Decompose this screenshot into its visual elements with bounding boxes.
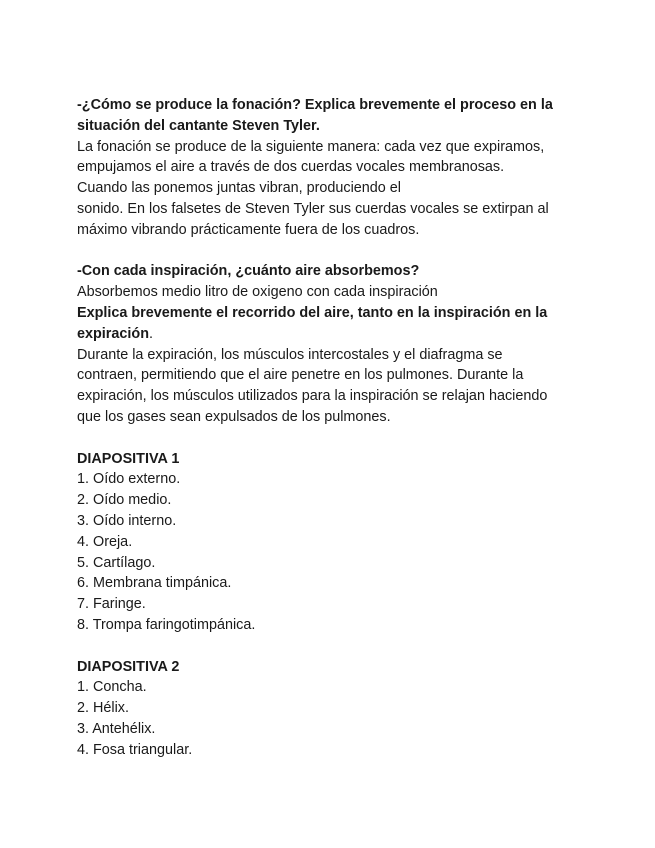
fonacion-question-line: situación del cantante Steven Tyler. — [77, 117, 320, 134]
paragraph-gap — [77, 428, 597, 449]
list-item: 4. Fosa triangular. — [77, 741, 193, 758]
diapositiva-2-section — [77, 657, 597, 761]
diapositiva-1-section — [77, 449, 597, 636]
diapositiva-2-heading: DIAPOSITIVA 2 — [77, 658, 180, 675]
list-item: 2. Oído medio. — [77, 492, 172, 509]
fonacion-section — [77, 95, 597, 241]
recorrido-answer-line: contraen, permitiendo que el aire penetre en los pulmones. Durante la — [77, 367, 524, 384]
list-item: 1. Concha. — [77, 679, 147, 696]
recorrido-question-line: Explica brevemente el recorrido del aire, tanto en la inspiración en la — [77, 304, 548, 321]
list-item: 3. Antehélix. — [77, 720, 156, 737]
recorrido-answer-line: Durante la expiración, los músculos intercostales y el diafragma se — [77, 346, 503, 363]
list-item: 8. Trompa faringotimpánica. — [77, 616, 256, 633]
recorrido-answer-line: que los gases sean expulsados de los pulmones. — [77, 408, 391, 425]
inspiracion-section — [77, 261, 597, 427]
fonacion-answer-line: La fonación se produce de la siguiente manera: cada vez que expiramos, — [77, 138, 545, 155]
recorrido-question-tail: . — [148, 325, 153, 342]
fonacion-answer-line: Cuando las ponemos juntas vibran, produciendo el — [77, 180, 402, 197]
inspiracion-answer: Absorbemos medio litro de oxigeno con cada inspiración — [77, 284, 438, 301]
list-item: 4. Oreja. — [77, 533, 133, 550]
list-item: 5. Cartílago. — [77, 554, 156, 571]
diapositiva-1-heading: DIAPOSITIVA 1 — [77, 450, 180, 467]
fonacion-answer-line: máximo vibrando prácticamente fuera de los cuadros. — [77, 221, 420, 238]
inspiracion-question: -Con cada inspiración, ¿cuánto aire absorbemos? — [77, 263, 420, 280]
recorrido-question-bold: expiración — [77, 325, 149, 342]
list-item: 3. Oído interno. — [77, 512, 177, 529]
recorrido-question-line — [77, 324, 597, 345]
paragraph-gap — [77, 636, 597, 657]
fonacion-question-line: -¿Cómo se produce la fonación? Explica brevemente el proceso en la — [77, 97, 553, 113]
list-item: 1. Oído externo. — [77, 471, 181, 488]
list-item: 2. Hélix. — [77, 700, 129, 717]
document-page — [77, 95, 597, 761]
fonacion-answer-line: sonido. En los falsetes de Steven Tyler sus cuerdas vocales se extirpan al — [77, 200, 549, 217]
list-item: 7. Faringe. — [77, 596, 146, 613]
list-item: 6. Membrana timpánica. — [77, 575, 232, 592]
recorrido-answer-line: expiración, los músculos utilizados para la inspiración se relajan haciendo — [77, 388, 548, 405]
fonacion-answer-line: empujamos el aire a través de dos cuerdas vocales membranosas. — [77, 159, 505, 176]
paragraph-gap — [77, 241, 597, 262]
